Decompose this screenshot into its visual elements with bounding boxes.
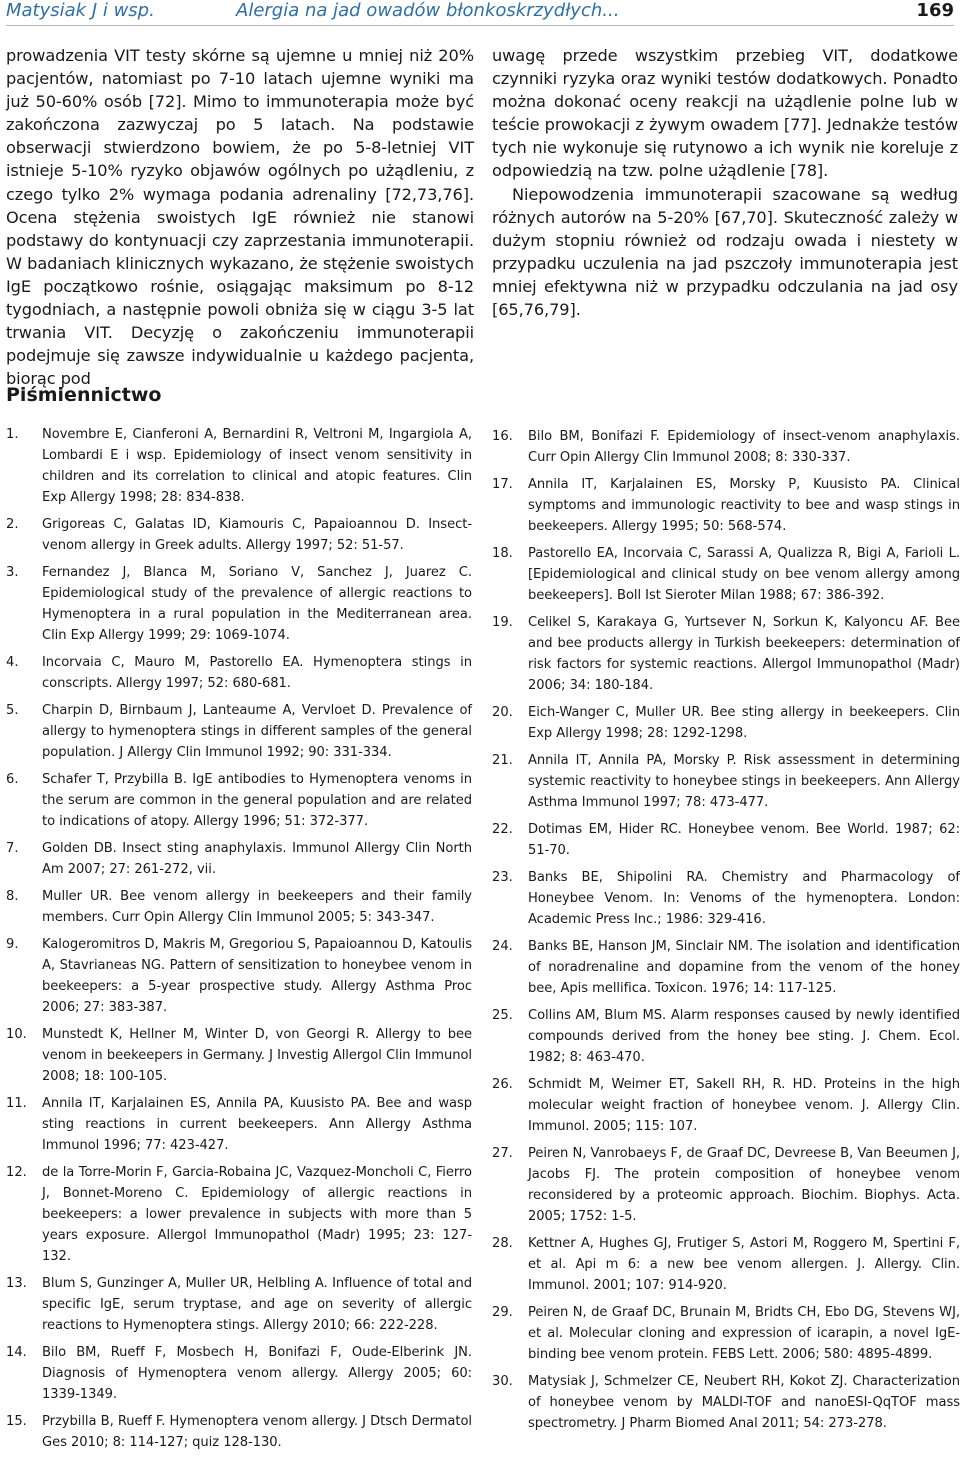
reference-text: Charpin D, Birnbaum J, Lanteaume A, Vervloet D. Prevalence of allergy to hymenoptera stings in different samples of the general population. J Allergy Clin Immunol 1992; 90: 331-334. (42, 703, 472, 760)
body-column-right (492, 44, 958, 321)
reference-number: 17. (492, 477, 513, 492)
reference-text: Kalogeromitros D, Makris M, Gregoriou S, Papaioannou D, Katoulis A, Stavrianeas NG. Pattern of sensitization to honeybee venom in beekeepers: a 5-year prospective study. Allergy Asthma Proc 2006; 27: 383-387. (42, 937, 472, 1015)
header-title: Alergia na jad owadów błonkoskrzydłych... (236, 0, 620, 21)
reference-number: 22. (492, 822, 513, 837)
reference-text: Fernandez J, Blanca M, Soriano V, Sanchez J, Juarez C. Epidemiological study of the prevalence of allergic reactions to Hymenoptera in a rural population in the Mediterranean area. Clin Exp Allergy 1999; 29: 1069-1074. (42, 565, 472, 643)
reference-item (492, 1371, 960, 1434)
reference-number: 10. (6, 1027, 27, 1042)
reference-item (492, 936, 960, 999)
reference-number: 25. (492, 1008, 513, 1023)
reference-item (492, 1005, 960, 1068)
reference-text: Matysiak J, Schmelzer CE, Neubert RH, Kokot ZJ. Characterization of honeybee venom by MALDI-TOF and nanoESI-QqTOF mass spectrometry. J Pharm Biomed Anal 2011; 54: 273-278. (528, 1374, 960, 1431)
reference-text: Novembre E, Cianferoni A, Bernardini R, Veltroni M, Ingargiola A, Lombardi E i wsp. Epidemiology of insect venom sensitivity in children and its correlation to clinical and atopic features. Clin Exp Allergy 1998; 28: 834-838. (42, 427, 472, 505)
reference-text: Annila IT, Annila PA, Morsky P. Risk assessment in determining systemic reactivity to honeybee stings in beekeepers. Ann Allergy Asthma Immunol 1997; 78: 473-477. (528, 753, 960, 810)
reference-item (6, 1093, 472, 1156)
reference-number: 24. (492, 939, 513, 954)
reference-number: 7. (6, 841, 19, 856)
reference-item (492, 612, 960, 696)
reference-item (6, 934, 472, 1018)
reference-text: Bilo BM, Bonifazi F. Epidemiology of insect-venom anaphylaxis. Curr Opin Allergy Clin Immunol 2008; 8: 330-337. (528, 429, 960, 465)
reference-text: de la Torre-Morin F, Garcia-Robaina JC, Vazquez-Moncholi C, Fierro J, Bonnet-Moreno C. Epidemiology of allergic reactions in beekeepers: a lower prevalence in subjects with more than 5 years exposure. Allergol Immunopathol (Madr) 1995; 23: 127-132. (42, 1165, 472, 1264)
header-authors: Matysiak J i wsp. (6, 0, 155, 21)
reference-list-left (6, 424, 472, 1459)
reference-item (6, 1411, 472, 1453)
reference-number: 13. (6, 1276, 27, 1291)
reference-number: 18. (492, 546, 513, 561)
reference-number: 3. (6, 565, 19, 580)
reference-text: Collins AM, Blum MS. Alarm responses caused by newly identified compounds derived from the honey bee sting. J. Chem. Ecol. 1982; 8: 463-470. (528, 1008, 960, 1065)
reference-text: Blum S, Gunzinger A, Muller UR, Helbling A. Influence of total and specific IgE, serum tryptase, and age on severity of allergic reactions to Hymenoptera stings. Allergy 2010; 66: 222-228. (42, 1276, 472, 1333)
reference-number: 11. (6, 1096, 27, 1111)
reference-text: Bilo BM, Rueff F, Mosbech H, Bonifazi F, Oude-Elberink JN. Diagnosis of Hymenoptera venom allergy. Allergy 2005; 60: 1339-1349. (42, 1345, 472, 1402)
reference-number: 4. (6, 655, 19, 670)
reference-text: Annila IT, Karjalainen ES, Morsky P, Kuusisto PA. Clinical symptoms and immunologic reactivity to bee and wasp stings in beekeepers. Allergy 1995; 50: 568-574. (528, 477, 960, 534)
reference-item (6, 652, 472, 694)
reference-text: Kettner A, Hughes GJ, Frutiger S, Astori M, Roggero M, Spertini F, et al. Api m 6: a new bee venom allergen. J. Allergy. Clin. Immunol. 2001; 107: 914-920. (528, 1236, 960, 1293)
reference-item (6, 1024, 472, 1087)
body-column-left (6, 44, 474, 390)
reference-item (6, 514, 472, 556)
reference-item (6, 562, 472, 646)
reference-item (6, 424, 472, 508)
reference-item (6, 1342, 472, 1405)
reference-text: Schmidt M, Weimer ET, Sakell RH, R. HD. Proteins in the high molecular weight fraction of honeybee venom. J. Allergy Clin. Immunol. 2005; 115: 107. (528, 1077, 960, 1134)
reference-number: 28. (492, 1236, 513, 1251)
reference-item (492, 426, 960, 468)
reference-text: Eich-Wanger C, Muller UR. Bee sting allergy in beekeepers. Clin Exp Allergy 1998; 28: 1292-1298. (528, 705, 960, 741)
reference-item (492, 702, 960, 744)
body-paragraph: prowadzenia VIT testy skórne są ujemne u mniej niż 20% pacjentów, natomiast po 7-10 latach ujemne wyniki ma już 50-60% osób [72]. Mimo to immunoterapia może być zakończona zazwyczaj po 5 latach. Na podstawie obserwacji stwierdzono bowiem, że po 5-8-letniej VIT istnieje 5-10% ryzyko objawów ogólnych po użądleniu, z czego tylko 2% wymaga podania adrenaliny [72,73,76]. Ocena stężenia swoistych IgE również nie stanowi podstawy do kontynuacji czy zaprzestania immunoterapii. W badaniach klinicznych wykazano, że stężenie swoistych IgE początkowo rośnie, osiągając maksimum po 8-12 tygodniach, a następnie powoli obniża się w ciągu 3-5 lat trwania VIT. Decyzję o zakończeniu immunoterapii podejmuje się zawsze indywidualnie u każdego pacjenta, biorąc pod (6, 46, 474, 389)
reference-number: 12. (6, 1165, 27, 1180)
reference-item (6, 769, 472, 832)
reference-list-right (492, 426, 960, 1440)
reference-text: Celikel S, Karakaya G, Yurtsever N, Sorkun K, Kalyoncu AF. Bee and bee products allergy in Turkish beekeepers: determination of risk factors for systemic reactions. Allergol Immunopathol (Madr) 2006; 34: 180-184. (528, 615, 960, 693)
reference-text: Banks BE, Shipolini RA. Chemistry and Pharmacology of Honeybee Venom. In: Venoms of the hymenoptera. London: Academic Press Inc.; 1986: 329-416. (528, 870, 960, 927)
reference-number: 8. (6, 889, 19, 904)
reference-number: 30. (492, 1374, 513, 1389)
reference-text: Peiren N, Vanrobaeys F, de Graaf DC, Devreese B, Van Beeumen J, Jacobs FJ. The protein composition of honeybee venom reconsidered by a proteomic approach. Biochim. Biophys. Acta. 2005; 1752: 1-5. (528, 1146, 960, 1224)
reference-text: Peiren N, de Graaf DC, Brunain M, Bridts CH, Ebo DG, Stevens WJ, et al. Molecular cloning and expression of icarapin, a novel IgE-binding bee venom protein. FEBS Lett. 2006; 580: 4895-4899. (528, 1305, 960, 1362)
reference-text: Golden DB. Insect sting anaphylaxis. Immunol Allergy Clin North Am 2007; 27: 261-272, vii. (42, 841, 472, 877)
reference-text: Przybilla B, Rueff F. Hymenoptera venom allergy. J Dtsch Dermatol Ges 2010; 8: 114-127; quiz 128-130. (42, 1414, 472, 1450)
reference-item (492, 543, 960, 606)
reference-item (492, 1074, 960, 1137)
running-header (6, 0, 954, 26)
reference-item (492, 819, 960, 861)
reference-text: Muller UR. Bee venom allergy in beekeepers and their family members. Curr Opin Allergy Clin Immunol 2005; 5: 343-347. (42, 889, 472, 925)
reference-number: 26. (492, 1077, 513, 1092)
reference-item (6, 838, 472, 880)
reference-item (492, 750, 960, 813)
reference-number: 1. (6, 427, 19, 442)
reference-number: 9. (6, 937, 19, 952)
reference-number: 15. (6, 1414, 27, 1429)
reference-number: 16. (492, 429, 513, 444)
reference-item (492, 867, 960, 930)
body-paragraph: Niepowodzenia immunoterapii szacowane są według różnych autorów na 5-20% [67,70]. Skuteczność zależy w dużym stopniu również od rodzaju owada i niestety w przypadku uczulenia na jad pszczoły immunoterapia jest mniej efektywna niż w przypadku odczulania na jad osy [65,76,79]. (492, 184, 958, 320)
reference-number: 2. (6, 517, 19, 532)
reference-number: 6. (6, 772, 19, 787)
reference-text: Munstedt K, Hellner M, Winter D, von Georgi R. Allergy to bee venom in beekeepers in Germany. J Investig Allergol Clin Immunol 2008; 18: 100-105. (42, 1027, 472, 1084)
body-paragraph: uwagę przede wszystkim przebieg VIT, dodatkowe czynniki ryzyka oraz wyniki testów dodatkowych. Ponadto można dokonać oceny reakcji na użądlenie polne lub w teście prowokacji z żywym owadem [77]. Jednakże testów tych nie wykonuje się rutynowo a ich wynik nie koreluje z odpowiedzią na tzw. polne użądlenie [78]. (492, 46, 958, 181)
reference-text: Annila IT, Karjalainen ES, Annila PA, Kuusisto PA. Bee and wasp sting reactions in current beekeepers. Ann Allergy Asthma Immunol 1996; 77: 423-427. (42, 1096, 472, 1153)
reference-item (6, 700, 472, 763)
reference-number: 27. (492, 1146, 513, 1161)
reference-item (492, 1233, 960, 1296)
reference-number: 29. (492, 1305, 513, 1320)
reference-item (492, 474, 960, 537)
reference-text: Banks BE, Hanson JM, Sinclair NM. The isolation and identification of noradrenaline and dopamine from the venom of the honey bee, Apis mellifica. Toxicon. 1976; 14: 117-125. (528, 939, 960, 996)
reference-item (492, 1143, 960, 1227)
reference-text: Dotimas EM, Hider RC. Honeybee venom. Bee World. 1987; 62: 51-70. (528, 822, 960, 858)
reference-item (6, 1273, 472, 1336)
reference-item (6, 1162, 472, 1267)
reference-number: 23. (492, 870, 513, 885)
reference-number: 20. (492, 705, 513, 720)
reference-text: Incorvaia C, Mauro M, Pastorello EA. Hymenoptera stings in conscripts. Allergy 1997; 52: 680-681. (42, 655, 472, 691)
reference-text: Schafer T, Przybilla B. IgE antibodies to Hymenoptera venoms in the serum are common in the general population and are related to indications of atopy. Allergy 1996; 51: 372-377. (42, 772, 472, 829)
reference-text: Pastorello EA, Incorvaia C, Sarassi A, Qualizza R, Bigi A, Farioli L. [Epidemiological and clinical study on bee venom allergy among beekeepers]. Boll Ist Sieroter Milan 1988; 67: 386-392. (528, 546, 960, 603)
reference-item (492, 1302, 960, 1365)
reference-number: 14. (6, 1345, 27, 1360)
reference-item (6, 886, 472, 928)
reference-number: 21. (492, 753, 513, 768)
reference-number: 5. (6, 703, 19, 718)
reference-text: Grigoreas C, Galatas ID, Kiamouris C, Papaioannou D. Insect-venom allergy in Greek adults. Allergy 1997; 52: 51-57. (42, 517, 472, 553)
reference-number: 19. (492, 615, 513, 630)
page-number: 169 (916, 0, 954, 21)
references-heading: Piśmiennictwo (6, 384, 162, 406)
